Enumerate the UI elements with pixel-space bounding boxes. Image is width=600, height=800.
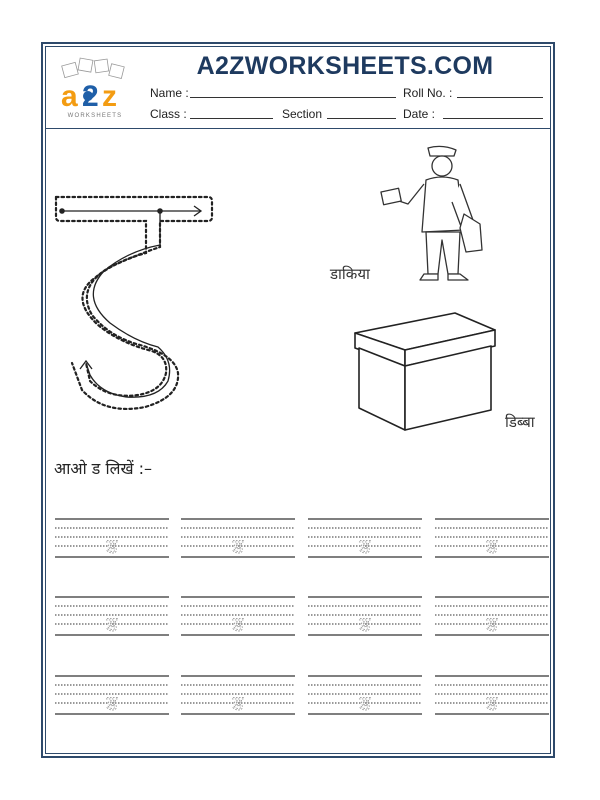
trace-letter: ड <box>232 534 244 558</box>
section-label: Section <box>282 107 323 121</box>
practice-cell[interactable] <box>308 519 422 558</box>
practice-cell[interactable] <box>308 676 422 715</box>
name-label: Name : <box>150 86 189 100</box>
practice-cell[interactable] <box>55 519 169 558</box>
trace-letter: ड <box>359 612 371 636</box>
site-title: A2ZWORKSHEETS.COM <box>196 52 494 80</box>
practice-cell[interactable] <box>435 597 549 636</box>
trace-letter: ड <box>106 691 118 715</box>
trace-letter: ड <box>106 534 118 558</box>
trace-letter: ड <box>486 612 498 636</box>
class-label: Class : <box>150 107 187 121</box>
trace-letter: ड <box>232 691 244 715</box>
trace-letter: ड <box>359 691 371 715</box>
svg-text:a: a <box>61 80 78 113</box>
svg-text:2: 2 <box>82 80 99 113</box>
trace-letter: ड <box>359 534 371 558</box>
date-label: Date : <box>403 107 436 121</box>
practice-cell[interactable] <box>181 519 295 558</box>
practice-cell[interactable] <box>435 676 549 715</box>
postman-label: डाकिया <box>330 265 370 283</box>
practice-cell[interactable] <box>181 597 295 636</box>
trace-letter: ड <box>232 612 244 636</box>
svg-text:z: z <box>102 80 117 113</box>
trace-letter: ड <box>106 612 118 636</box>
practice-cell[interactable] <box>435 519 549 558</box>
box-label: डिब्बा <box>505 413 535 431</box>
trace-letter: ड <box>486 691 498 715</box>
trace-letter: ड <box>486 534 498 558</box>
practice-cell[interactable] <box>308 597 422 636</box>
roll-no-label: Roll No. : <box>403 86 453 100</box>
practice-cell[interactable] <box>55 597 169 636</box>
practice-cell[interactable] <box>55 676 169 715</box>
instruction-text: आओ ड लिखें :– <box>54 459 153 478</box>
practice-cell[interactable] <box>181 676 295 715</box>
logo-tagline: WORKSHEETS <box>67 113 123 119</box>
